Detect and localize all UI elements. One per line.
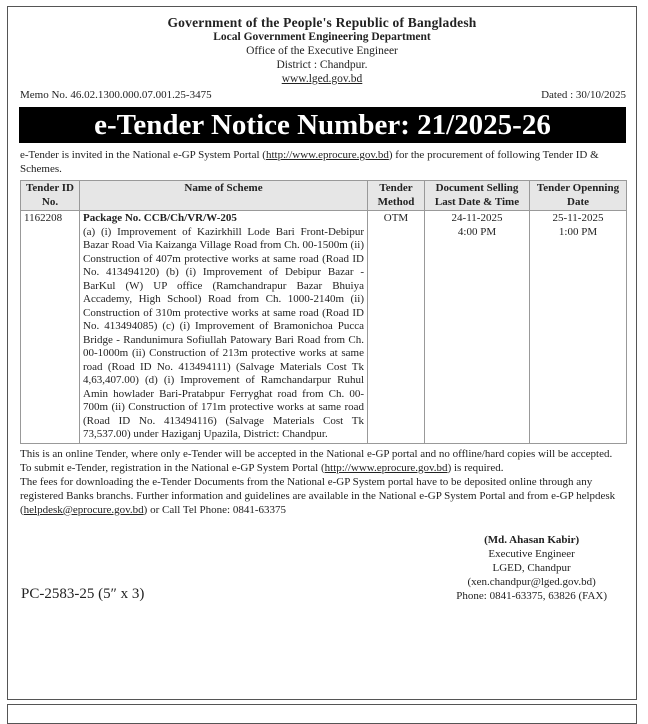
helpdesk-email-link[interactable]: helpdesk@eprocure.gov.bd [23,503,144,516]
signatory-name: (Md. Ahasan Kabir) [484,533,580,546]
col-opening-date: Tender Openning Date [530,181,627,211]
signatory-title: Executive Engineer [488,547,575,560]
intro-after: ) for the procurement of following Tender ID & Schemes. [20,149,599,175]
selling-datetime [425,211,530,444]
opening-date: 25-11-2025 [552,212,604,224]
eprocure-link[interactable]: http://www.eprocure.gov.bd [265,149,389,161]
signatory-org: LGED, Chandpur [492,561,571,574]
col-selling-date: Document Selling Last Date & Time [425,181,530,211]
eprocure-link-2[interactable]: http://www.eprocure.gov.bd [324,461,448,474]
signature-block [456,533,607,603]
office-heading: Office of the Executive Engineer [246,45,398,57]
fees-paragraph [20,475,625,517]
para1-before: This is an online Tender, where only e-Tender will be accepted in the National e-GP portal and no offline/hard copies will be accepted. To submit e-Tender, registration in the National e-GP System Portal ( [20,447,613,474]
tender-table [20,180,627,444]
notice-title-banner: e-Tender Notice Number: 21/2025-26 [19,107,626,143]
memo-number: Memo No. 46.02.1300.000.07.001.25-3475 [20,89,212,101]
selling-date: 24-11-2025 [451,212,503,224]
col-scheme: Name of Scheme [80,181,368,211]
notice-footer [20,533,625,603]
scheme-cell [80,211,368,444]
next-notice-border [7,704,637,724]
opening-datetime [530,211,627,444]
table-row [21,211,627,444]
dated: Dated : 30/10/2025 [541,89,626,101]
signatory-email: (xen.chandpur@lged.gov.bd) [467,575,596,588]
district-heading: District : Chandpur. [276,59,368,71]
intro-before: e-Tender is invited in the National e-GP System Portal ( [20,149,266,161]
selling-time: 4:00 PM [457,225,497,238]
scheme-description: (a) (i) Improvement of Kazirkhill Lode Bari Front-Debipur Bazar Road Via Kaizanga Village Road from Ch. 00-1500m (ii) Construction of 407m protective works at same road (Road ID No. 413494120) (b) (i) Improvement of Debipur Bazar - BarKul (W) UP office (Ramchandrapur Bazar Bhuiya Accademy, High School) Road from Ch. 1000-2140m (ii) Construction of 310m protective works at same road (Road ID No. 413494085) (c) (i) Improvement of Bramonichoa Pucca Bridge - Randunimura Sofiullah Patowary Bari Road from Ch. 00-1000m (ii) Construction of 213m protective works at same road (Road ID No. 413494111) (Salvage Materials Cost Tk 4,63,407.00) (d) (i) Improvement of Ramchandarpur Ruhul Amin howlader Bari-Pratabpur Ferryghat road from Ch. 00-700m (ii) Construction of 171m protective works at same road (Road ID No. 413494116) (Salvage Materials Cost Tk 73,537.00) under Haziganj Upazila, District: Chandpur. [83,225,364,440]
website-link[interactable]: www.lged.gov.bd [281,73,363,85]
department-heading: Local Government Engineering Department [213,31,431,43]
pc-code: PC-2583-25 (5″ x 3) [21,585,145,602]
opening-time: 1:00 PM [558,225,598,238]
tender-method: OTM [368,211,425,444]
signatory-phone: Phone: 0841-63375, 63826 (FAX) [456,589,607,602]
col-method: Tender Method [368,181,425,211]
intro-text [20,148,625,176]
para1-after: ) is required. [447,461,504,474]
table-header-row [21,181,627,211]
para2-after: ) or Call Tel Phone: 0841-63375 [143,503,286,516]
tender-notice [7,6,637,700]
notice-body [8,148,636,603]
notice-header [8,7,636,148]
col-tender-id: Tender ID No. [21,181,80,211]
online-tender-paragraph [20,447,625,475]
para2-before: The fees for downloading the e-Tender Documents from the National e-GP System portal have to be deposited online through any registered Banks branchs. Further information and guidelines are available in the National e-GP System Portal and from e-GP helpdesk ( [20,475,616,516]
package-number: Package No. CCB/Ch/VR/W-205 [83,212,237,224]
tender-id: 1162208 [21,211,80,444]
government-heading: Government of the People's Republic of Bangladesh [167,15,477,30]
